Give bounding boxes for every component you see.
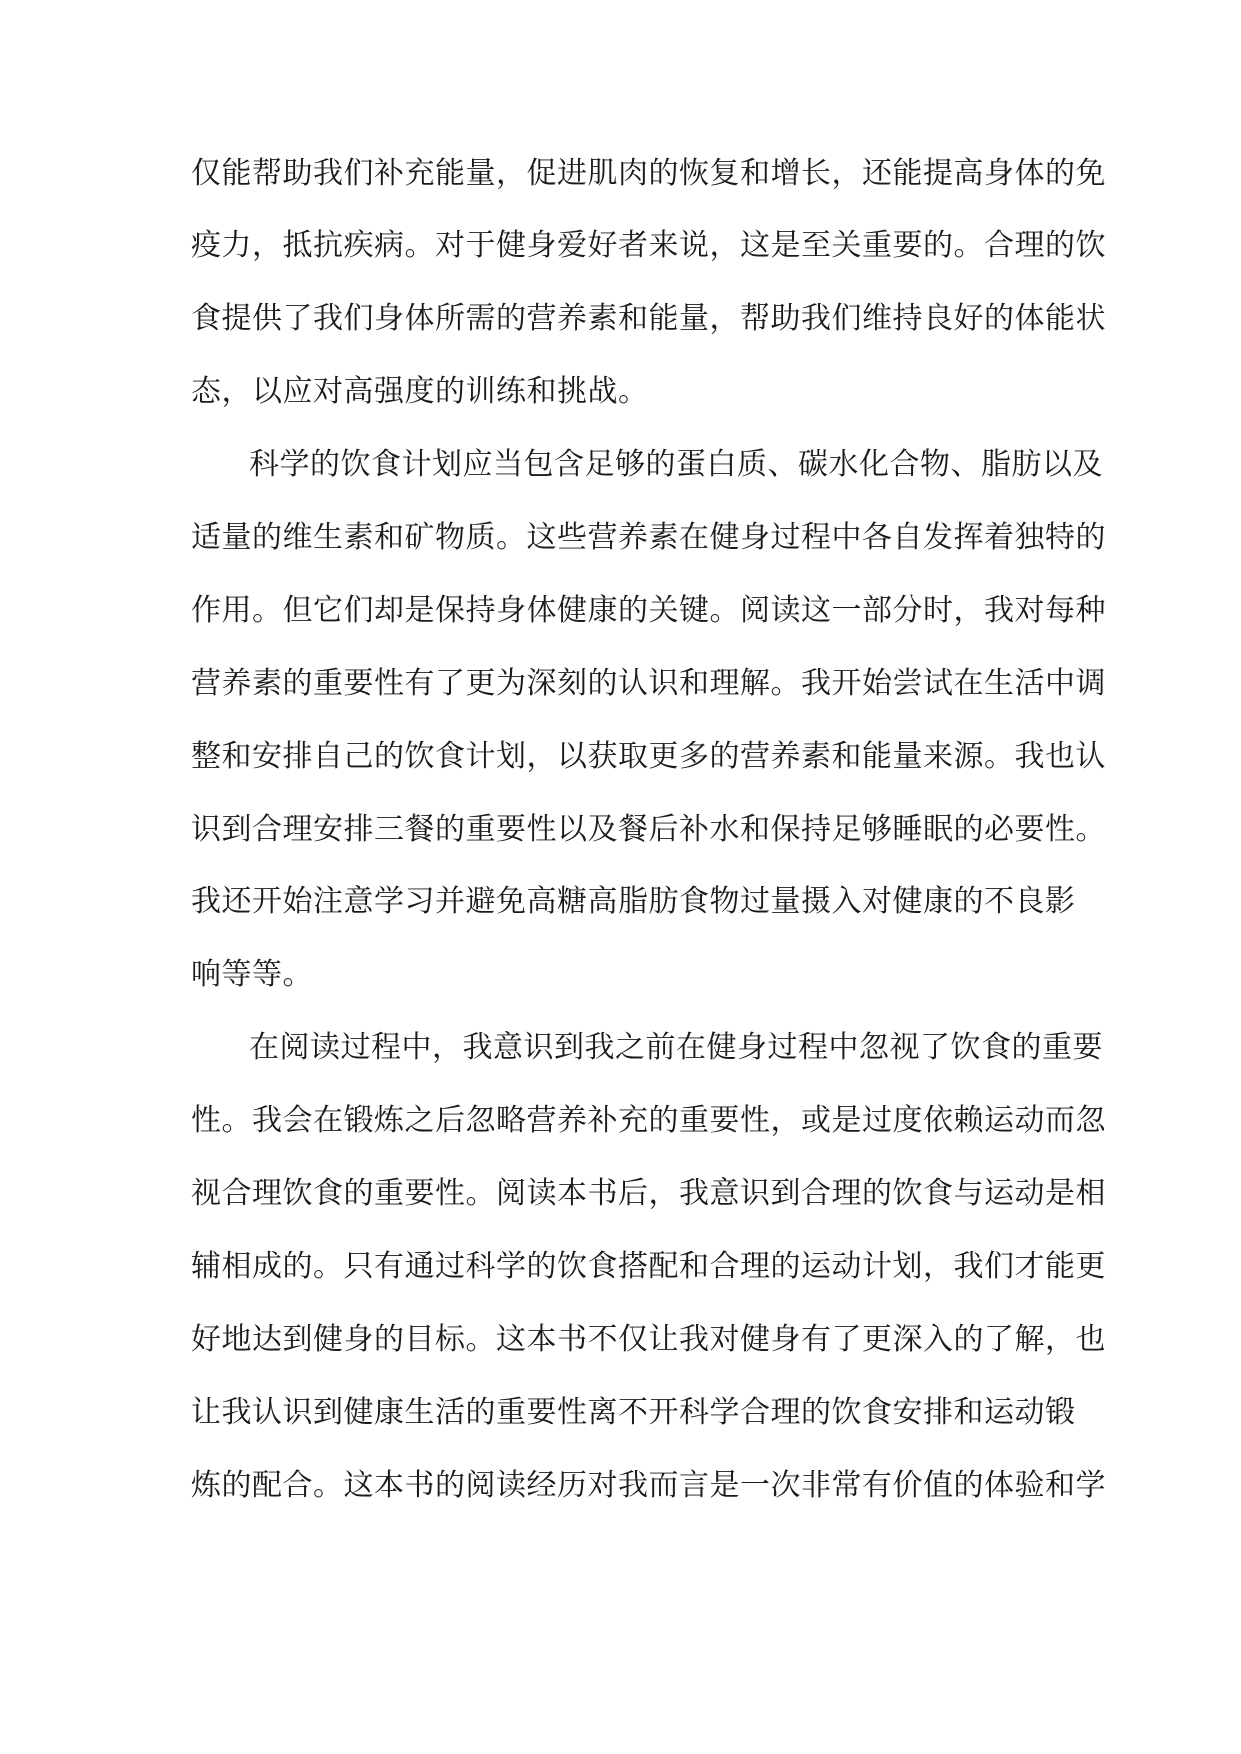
text-line: 视合理饮食的重要性。阅读本书后，我意识到合理的饮食与运动是相 [191, 1176, 1106, 1211]
text-line: 仅能帮助我们补充能量，促进肌肉的恢复和增长，还能提高身体的免 [191, 156, 1106, 191]
text-line: 让我认识到健康生活的重要性离不开科学合理的饮食安排和运动锻 [191, 1395, 1076, 1430]
text-line: 态，以应对高强度的训练和挑战。 [191, 374, 649, 409]
text-line: 在阅读过程中，我意识到我之前在健身过程中忽视了饮食的重要 [249, 1030, 1103, 1065]
text-line: 适量的维生素和矿物质。这些营养素在健身过程中各自发挥着独特的 [191, 520, 1106, 555]
text-line: 疫力，抵抗疾病。对于健身爱好者来说，这是至关重要的。合理的饮 [191, 228, 1106, 263]
text-line: 作用。但它们却是保持身体健康的关键。阅读这一部分时，我对每种 [191, 593, 1106, 628]
text-line: 识到合理安排三餐的重要性以及餐后补水和保持足够睡眠的必要性。 [191, 812, 1106, 847]
text-line: 好地达到健身的目标。这本书不仅让我对健身有了更深入的了解，也 [191, 1322, 1106, 1357]
text-line: 营养素的重要性有了更为深刻的认识和理解。我开始尝试在生活中调 [191, 666, 1106, 701]
text-line: 科学的饮食计划应当包含足够的蛋白质、碳水化合物、脂肪以及 [249, 447, 1103, 482]
text-line: 我还开始注意学习并避免高糖高脂肪食物过量摄入对健康的不良影 [191, 884, 1076, 919]
text-line: 整和安排自己的饮食计划，以获取更多的营养素和能量来源。我也认 [191, 739, 1106, 774]
text-line: 食提供了我们身体所需的营养素和能量，帮助我们维持良好的体能状 [191, 301, 1106, 336]
text-line: 响等等。 [191, 957, 313, 992]
text-line: 辅相成的。只有通过科学的饮食搭配和合理的运动计划，我们才能更 [191, 1249, 1106, 1284]
text-line: 性。我会在锻炼之后忽略营养补充的重要性，或是过度依赖运动而忽 [191, 1103, 1106, 1138]
text-line: 炼的配合。这本书的阅读经历对我而言是一次非常有价值的体验和学 [191, 1468, 1106, 1503]
